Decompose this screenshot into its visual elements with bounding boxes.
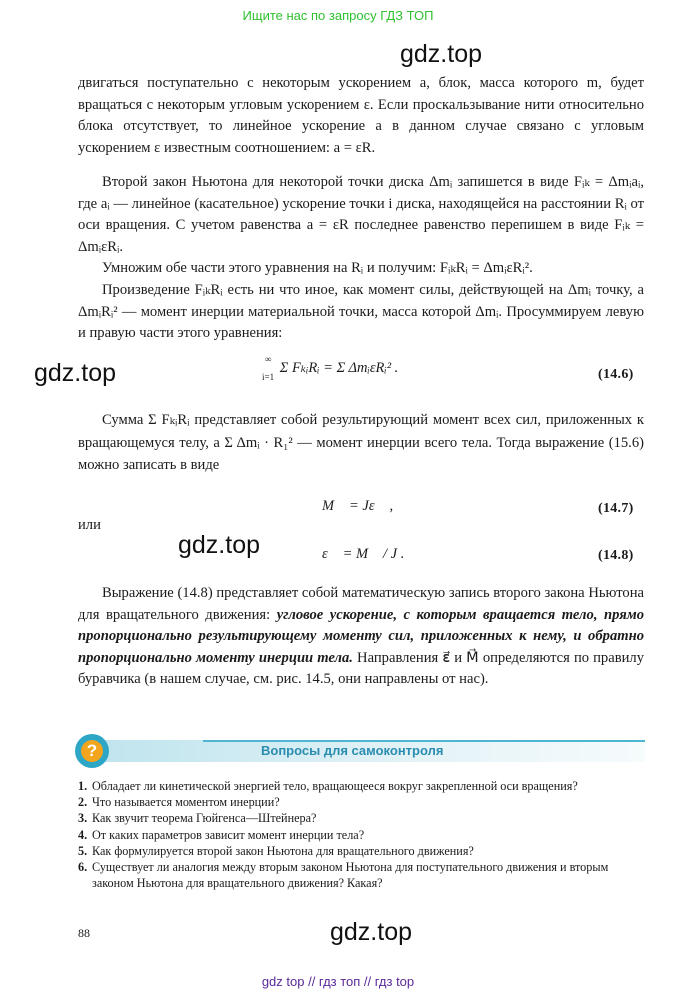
question-text: От каких параметров зависит момент инерции тела?	[92, 827, 365, 842]
question-text: Существует ли аналогия между вторым законом Ньютона для поступательного движения и вторым законом Ньютона для вращательного движения? Какая?	[92, 860, 609, 891]
question-item	[78, 843, 646, 859]
question-item	[78, 827, 646, 843]
equation-14-6-sum-limits	[262, 355, 274, 382]
sum-lower-limit: i=1	[262, 372, 275, 382]
question-text: Как звучит теорема Гюйгенса—Штейнера?	[92, 811, 317, 826]
watermark-top: gdz.top	[400, 40, 483, 68]
question-number: 3.	[78, 811, 88, 826]
paragraph-1: двигаться поступательно с некоторым ускорением a, блок, масса которого m, будет вращаться с некоторым угловым ускорением ε. Если проскальзывание нити относительно блока отсутствует, то линейное ускорение a в данном случае связано с угловым ускорением ε известным соотношением: a = εR.	[78, 75, 644, 156]
question-number: 6.	[78, 860, 88, 875]
question-number: 4.	[78, 827, 88, 842]
watermark-bottom: gdz.top	[330, 918, 413, 946]
question-mark-icon: ?	[81, 740, 103, 762]
question-item	[78, 859, 646, 891]
or-word: или	[78, 517, 101, 533]
questions-header	[73, 734, 645, 768]
watermark-middle: gdz.top	[178, 531, 261, 559]
equation-14-7: M⃗ = Jε⃗ ,	[322, 498, 394, 514]
watermark-left: gdz.top	[34, 359, 117, 387]
question-text: Обладает ли кинетической энергией тело, вращающееся вокруг закрепленной оси вращения?	[92, 779, 578, 793]
questions-list	[78, 778, 646, 891]
equation-14-8-number: (14.8)	[598, 548, 634, 563]
question-item	[78, 794, 646, 810]
question-text: Как формулируется второй закон Ньютона для вращательного движения?	[92, 843, 474, 858]
paragraph-5: Сумма Σ FₖᵢRᵢ представляет собой результирующий момент всех сил, приложенных к вращающемуся телу, а Σ Δmᵢ · R₁² — момент инерции всего тела. Тогда выражение (15.6) можно записать в виде	[78, 412, 644, 473]
question-icon	[75, 734, 109, 768]
footer-links[interactable]: gdz top // гдз топ // гдз top	[261, 974, 415, 989]
paragraph-6	[78, 583, 644, 691]
question-number: 2.	[78, 795, 88, 810]
paragraph-2: Второй закон Ньютона для некоторой точки диска Δmᵢ запишется в виде Fᵢₖ = Δmᵢaᵢ, где aᵢ — линейное (касательное) ускорение точки i диска, находящейся на расстоянии Rᵢ от оси вращения. С учетом равенства a = εR последнее равенство перепишем в виде Fᵢₖ = ΔmᵢεRᵢ.	[78, 174, 644, 255]
paragraph-6-start: Выражение (14.8) представляет собой математическую запись второго закона Ньютона для вращательного движения:	[78, 585, 644, 623]
top-banner[interactable]: Ищите нас по запросу ГДЗ ТОП	[242, 8, 434, 23]
equation-14-8: ε⃗ = M⃗ / J .	[322, 546, 405, 562]
paragraph-6-end: Направления ε⃗ и M⃗ определяются по правилу буравчика (в нашем случае, см. рис. 14.5, они направлены от нас).	[78, 649, 644, 687]
paragraph-3: Умножим обе части этого уравнения на Rᵢ и получим: FᵢₖRᵢ = ΔmᵢεRᵢ².	[102, 260, 533, 276]
page-number: 88	[78, 926, 90, 940]
question-number: 5.	[78, 843, 88, 858]
question-item	[78, 778, 646, 794]
sum-upper-limit: ∞	[264, 354, 272, 364]
paragraph-4: Произведение FᵢₖRᵢ есть ни что иное, как момент силы, действующей на Δmᵢ точку, а ΔmᵢRᵢ² — момент инерции материальной точки, масса которой Δmᵢ. Просуммируем левую и правую части этого уравнения:	[78, 282, 644, 341]
equation-14-6-number: (14.6)	[598, 367, 634, 382]
question-number: 1.	[78, 779, 88, 793]
question-item	[78, 810, 646, 826]
equation-14-6	[262, 355, 398, 382]
questions-title: Вопросы для самоконтроля	[261, 743, 444, 758]
paragraph-6-law-statement: угловое ускорение, с которым вращается тело, прямо пропорционально результирующему моменту сил, приложенных к нему, и обратно пропорционально моменту инерции тела.	[78, 606, 645, 666]
equation-14-6-formula: Σ FₖᵢRᵢ = Σ ΔmᵢεRᵢ² .	[279, 359, 399, 376]
questions-header-line	[203, 740, 645, 742]
equation-14-7-number: (14.7)	[598, 501, 634, 516]
question-text: Что называется моментом инерции?	[92, 795, 280, 810]
